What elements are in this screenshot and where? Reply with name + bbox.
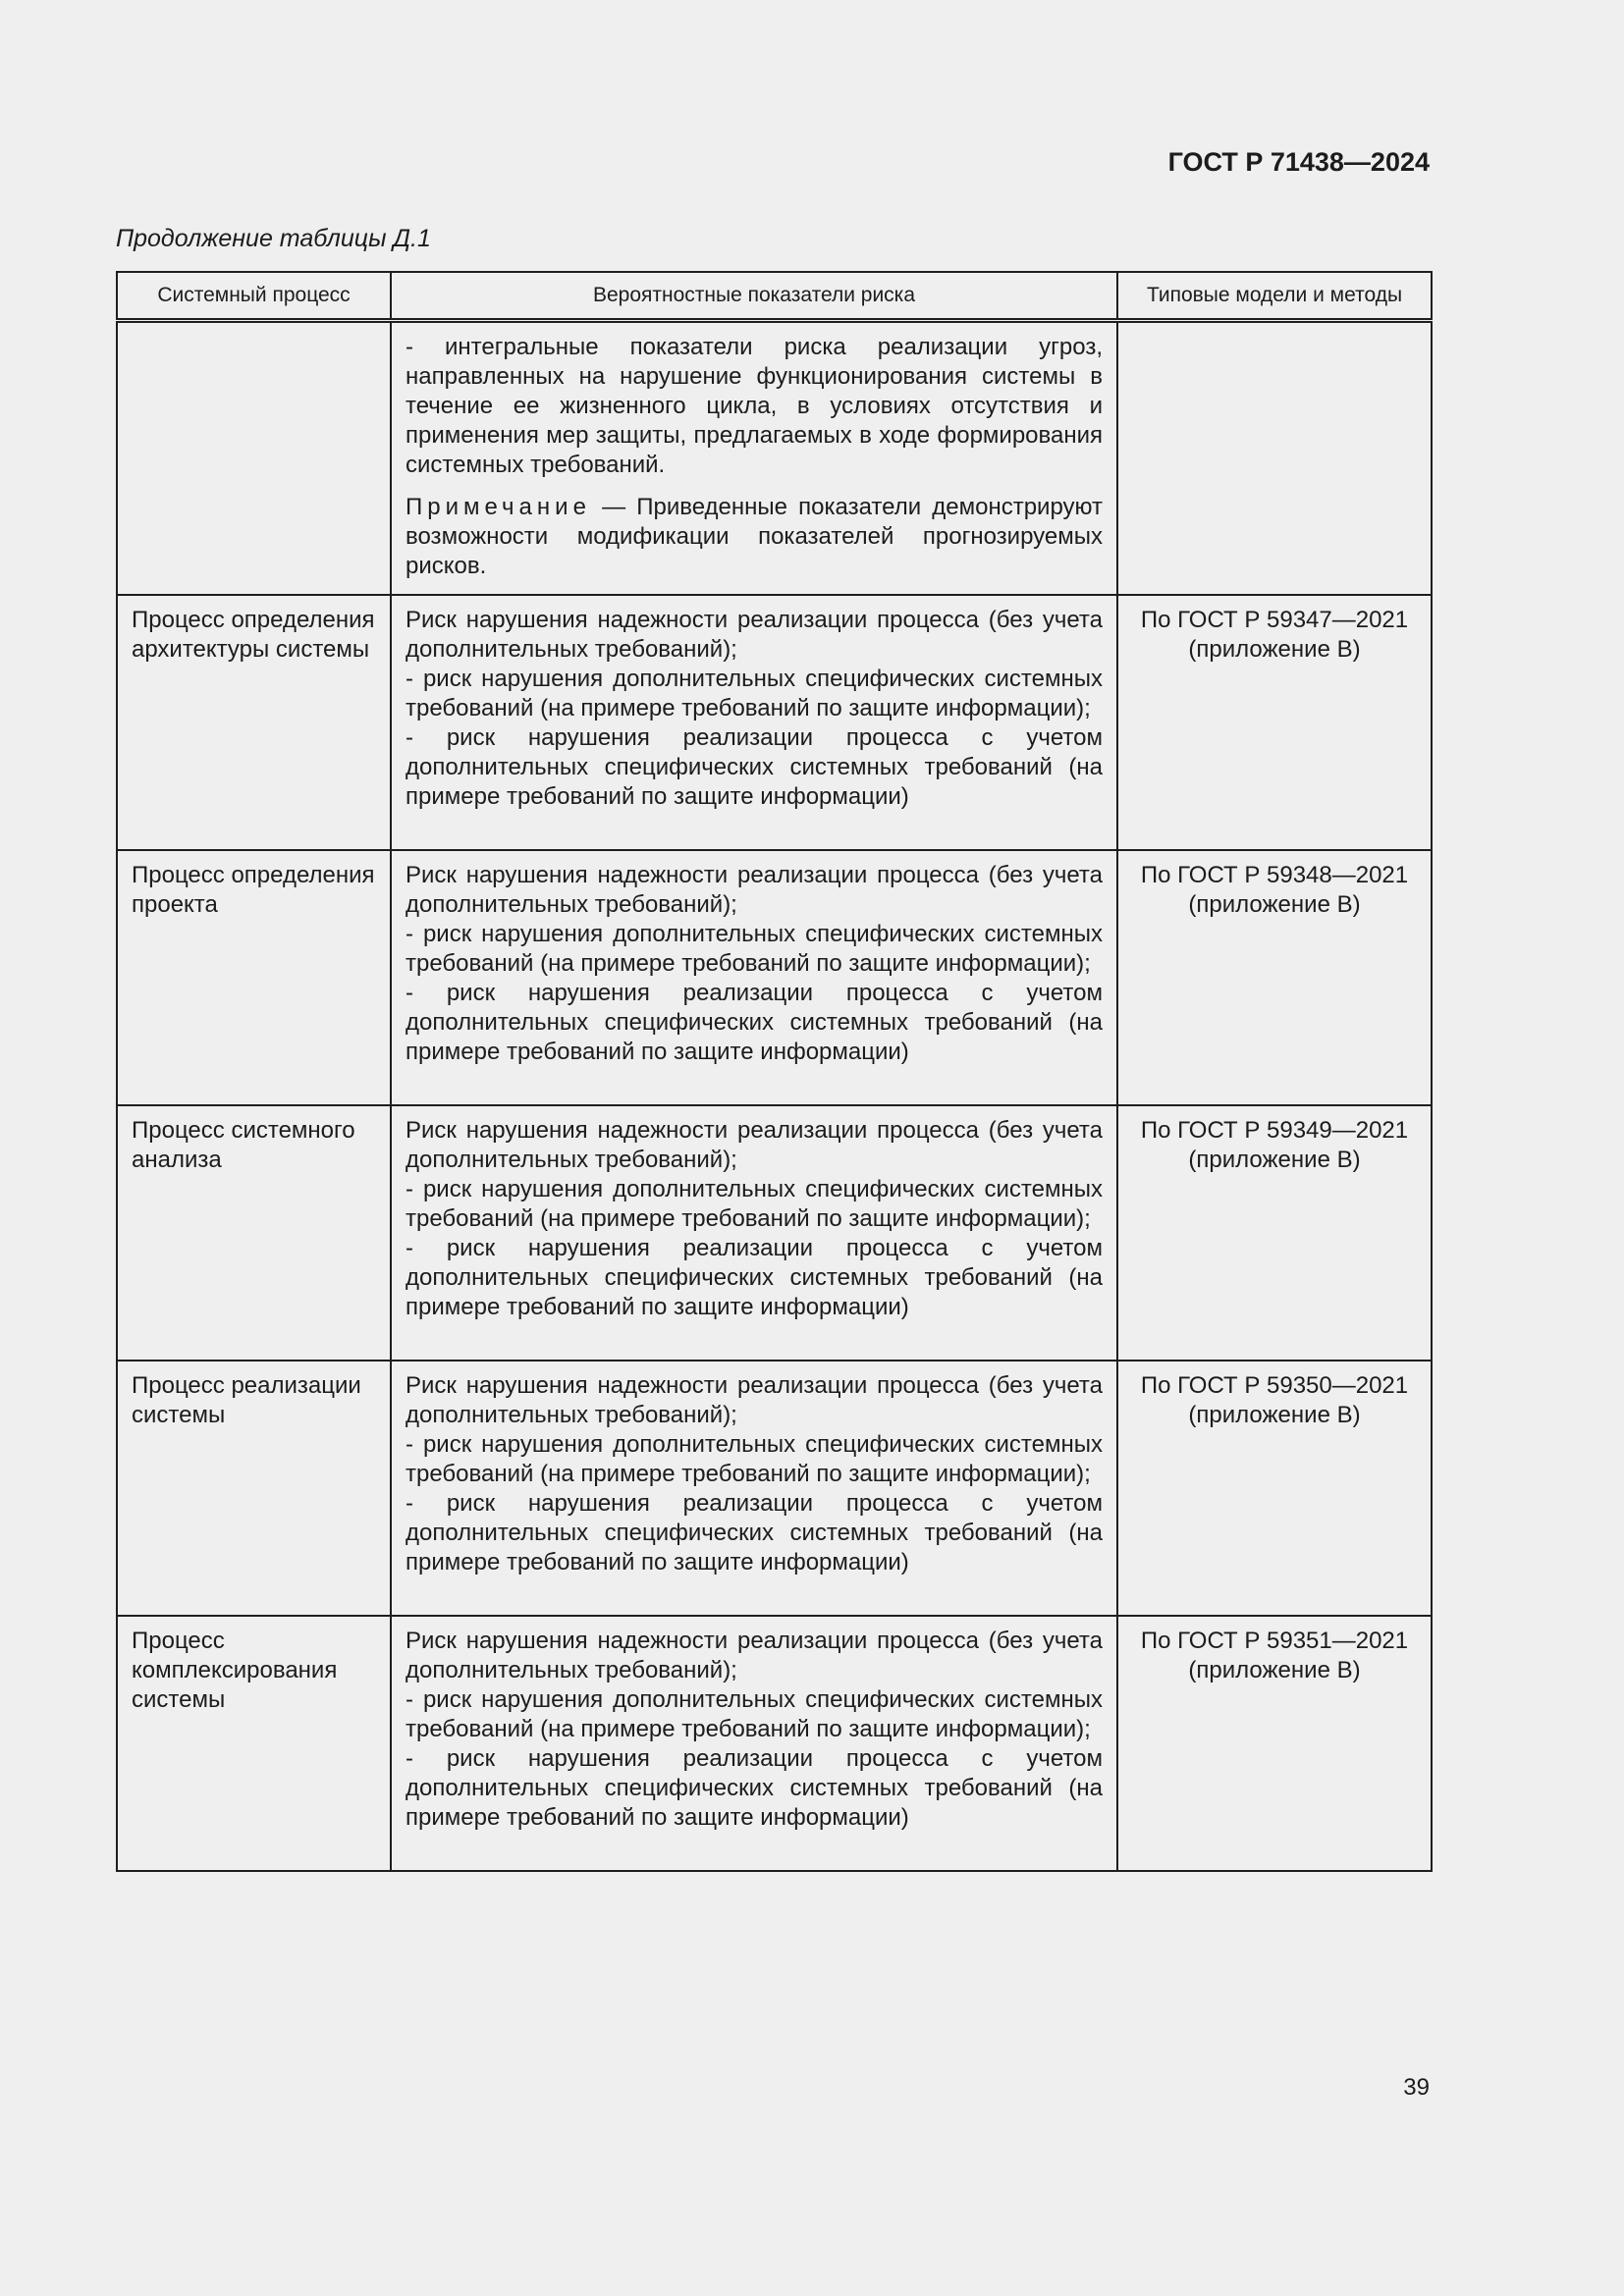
indicator-item: Риск нарушения надежности реализации процесса (без учета дополнительных требований); xyxy=(406,861,1103,918)
indicator-item: - риск нарушения реализации процесса с учетом дополнительных специфических системных требований (на примере требований по защите информации) xyxy=(406,1489,1103,1575)
reference-annex: (приложение В) xyxy=(1188,1146,1361,1173)
indicators-cell xyxy=(391,850,1117,1105)
indicators-cell xyxy=(391,1105,1117,1361)
table-row xyxy=(117,595,1432,850)
reference-standard: По ГОСТ Р 59347—2021 xyxy=(1140,606,1409,633)
table-caption: Продолжение таблицы Д.1 xyxy=(116,225,431,252)
indicator-item: - риск нарушения реализации процесса с учетом дополнительных специфических системных требований (на примере требований по защите информации) xyxy=(406,723,1103,810)
process-cell: Процесс комплексирования системы xyxy=(117,1616,391,1871)
reference-annex: (приложение В) xyxy=(1188,635,1361,663)
page-number: 39 xyxy=(1403,2074,1430,2101)
table-row xyxy=(117,1361,1432,1616)
indicator-item: - риск нарушения дополнительных специфических системных требований (на примере требований по защите информации); xyxy=(406,1175,1103,1232)
reference-cell-empty xyxy=(1117,321,1432,595)
indicator-item: Риск нарушения надежности реализации процесса (без учета дополнительных требований); xyxy=(406,1371,1103,1428)
reference-annex: (приложение В) xyxy=(1188,1401,1361,1428)
note-label: Примечание xyxy=(406,494,591,520)
document-header: ГОСТ Р 71438—2024 xyxy=(1167,147,1430,177)
table-row xyxy=(117,1616,1432,1871)
reference-cell xyxy=(1117,595,1432,850)
reference-standard: По ГОСТ Р 59351—2021 xyxy=(1140,1627,1409,1654)
column-header-indicators: Вероятностные показатели риска xyxy=(391,272,1117,321)
process-cell: Процесс определения архитектуры системы xyxy=(117,595,391,850)
reference-standard: По ГОСТ Р 59348—2021 xyxy=(1140,861,1409,888)
reference-annex: (приложение В) xyxy=(1188,1656,1361,1683)
indicator-item: - риск нарушения реализации процесса с учетом дополнительных специфических системных требований (на примере требований по защите информации) xyxy=(406,979,1103,1065)
reference-cell xyxy=(1117,850,1432,1105)
indicator-item: - риск нарушения реализации процесса с учетом дополнительных специфических системных требований (на примере требований по защите информации) xyxy=(406,1234,1103,1320)
process-cell: Процесс реализации системы xyxy=(117,1361,391,1616)
reference-annex: (приложение В) xyxy=(1188,890,1361,918)
table-row-continuation xyxy=(117,321,1432,595)
reference-standard: По ГОСТ Р 59350—2021 xyxy=(1140,1371,1409,1399)
indicator-item: - риск нарушения дополнительных специфических системных требований (на примере требований по защите информации); xyxy=(406,1685,1103,1742)
reference-cell xyxy=(1117,1105,1432,1361)
reference-cell xyxy=(1117,1361,1432,1616)
indicator-item: - риск нарушения реализации процесса с учетом дополнительных специфических системных требований (на примере требований по защите информации) xyxy=(406,1744,1103,1831)
indicator-item: Риск нарушения надежности реализации процесса (без учета дополнительных требований); xyxy=(406,1116,1103,1173)
process-cell-empty xyxy=(117,321,391,595)
risk-indicators-table xyxy=(116,271,1433,1872)
indicator-item: - риск нарушения дополнительных специфических системных требований (на примере требований по защите информации); xyxy=(406,1430,1103,1487)
reference-cell xyxy=(1117,1616,1432,1871)
table-row xyxy=(117,850,1432,1105)
note xyxy=(406,493,1103,581)
table-row xyxy=(117,1105,1432,1361)
indicators-cell xyxy=(391,595,1117,850)
indicator-item: - риск нарушения дополнительных специфических системных требований (на примере требований по защите информации); xyxy=(406,665,1103,721)
table-header-row xyxy=(117,272,1432,321)
indicator-item: - риск нарушения дополнительных специфических системных требований (на примере требований по защите информации); xyxy=(406,920,1103,977)
indicators-cell xyxy=(391,1361,1117,1616)
process-cell: Процесс определения проекта xyxy=(117,850,391,1105)
indicator-item: Риск нарушения надежности реализации процесса (без учета дополнительных требований); xyxy=(406,606,1103,663)
indicators-cell xyxy=(391,1616,1117,1871)
indicators-cell xyxy=(391,321,1117,595)
column-header-process: Системный процесс xyxy=(117,272,391,321)
indicator-text: - интегральные показатели риска реализации угроз, направленных на нарушение функционирования системы в течение ее жизненного цикла, в условиях отсутствия и применения мер защиты, предлагаемых в ходе формирования системных требований. xyxy=(406,334,1103,478)
indicator-item: Риск нарушения надежности реализации процесса (без учета дополнительных требований); xyxy=(406,1627,1103,1683)
column-header-models: Типовые модели и методы xyxy=(1117,272,1432,321)
process-cell: Процесс системного анализа xyxy=(117,1105,391,1361)
note-text: — Приведенные показатели демонстрируют возможности модификации показателей прогнозируемых рисков. xyxy=(406,494,1103,579)
reference-standard: По ГОСТ Р 59349—2021 xyxy=(1140,1116,1409,1144)
